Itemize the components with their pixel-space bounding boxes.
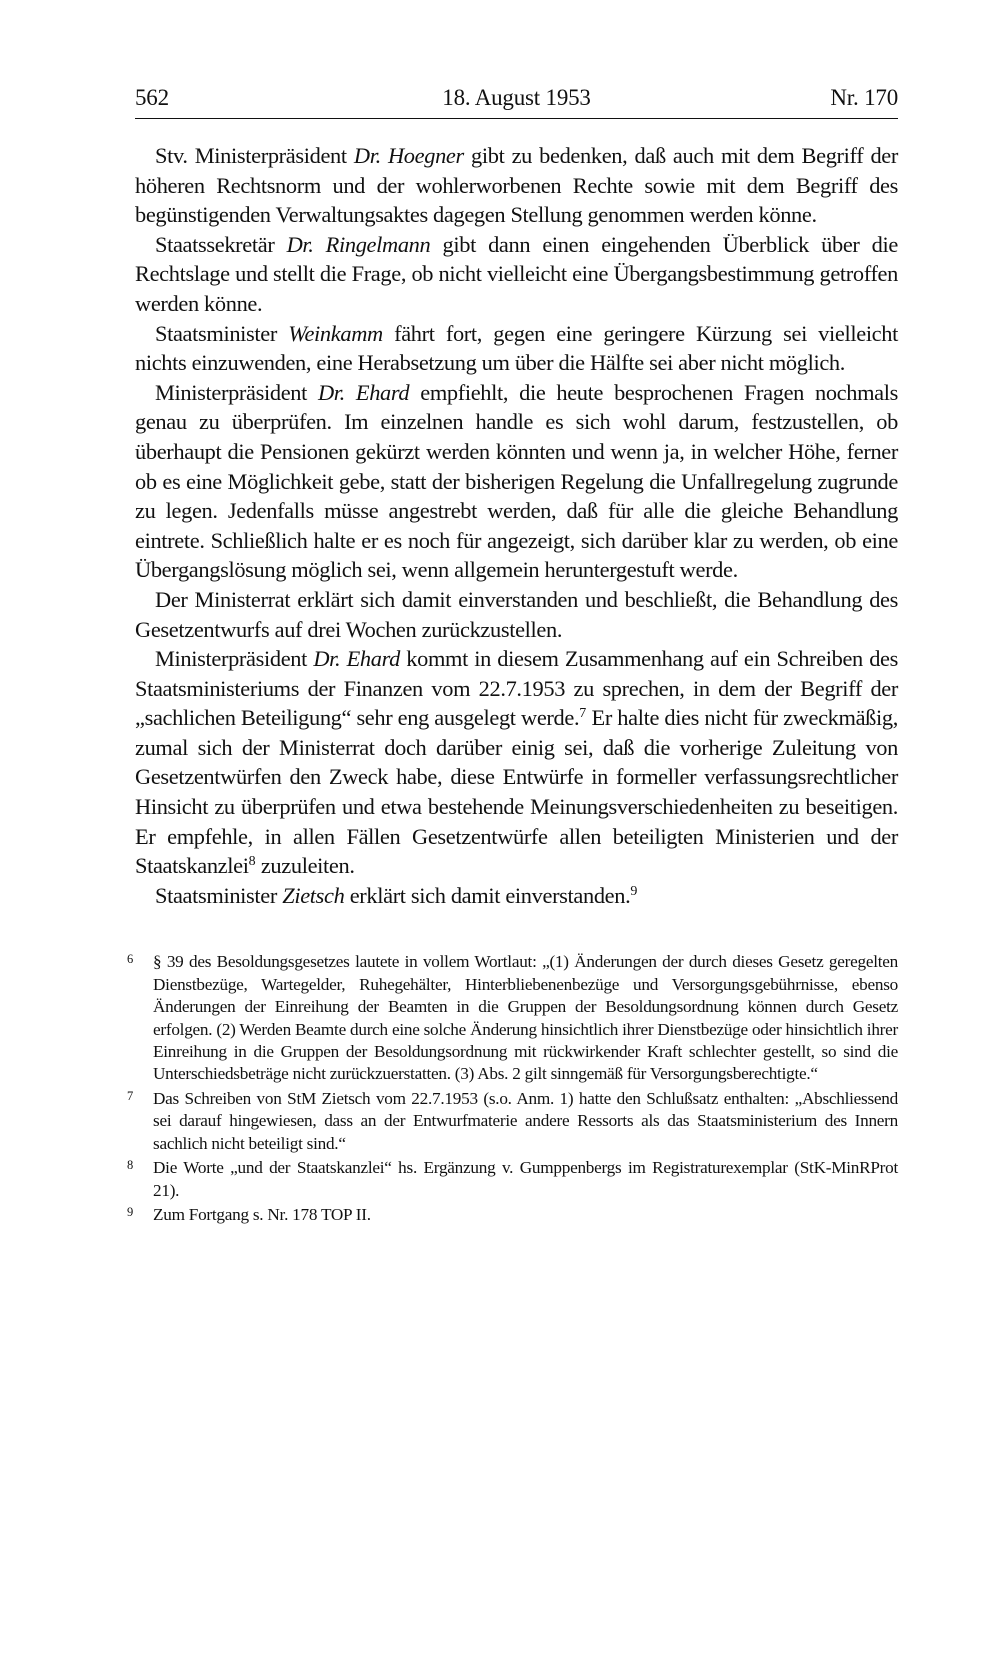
footnote-text: Zum Fortgang s. Nr. 178 TOP II. — [153, 1204, 371, 1224]
body-text — [135, 141, 898, 910]
paragraph-text: empfiehlt, die heute besprochenen Fragen nochmals genau zu überprüfen. Im einzelnen handle es sich wohl darum, festzustellen, ob überhaupt die Pensionen gekürzt werden könnten und wenn ja, in welcher Höhe, ferner ob es eine Möglichkeit gebe, statt der bisherigen Regelung die Unfallregelung zugrunde zu legen. Jedenfalls müsse angestrebt werden, daß für alle die gleiche Behandlung eintrete. Schließlich halte er es noch für angezeigt, sich darüber klar zu werden, ob eine Übergangslösung möglich sei, wenn allgemein heruntergestuft werde. — [135, 379, 898, 583]
paragraph-text: kommt in diesem Zusammenhang auf ein Schreiben des Staatsministeriums der Finanzen vom 22.7.1953 zu sprechen, in dem der Begriff der „sachlichen Beteiligung“ sehr eng ausgelegt werde. — [135, 646, 898, 731]
session-date: 18. August 1953 — [442, 85, 591, 110]
footnote-text: Das Schreiben von StM Zietsch vom 22.7.1953 (s.o. Anm. 1) hatte den Schlußsatz enthalten: „Abschliessend sei darauf hingewiesen, dass an der Entwurfmaterie andere Ressorts als das Staatsministerium des Innern sachlich nicht beteiligt sind.“ — [153, 1088, 898, 1153]
paragraph — [135, 881, 898, 911]
footnote-number: 9 — [127, 1204, 133, 1219]
paragraph-text: Ministerpräsident — [155, 379, 318, 405]
paragraph — [135, 141, 898, 230]
paragraph-text: Der Ministerrat erklärt sich damit einverstanden und beschließt, die Behandlung des Gesetzentwurfs auf drei Wochen zurückzustellen. — [135, 586, 898, 642]
running-head — [135, 78, 898, 119]
page-number: 562 — [135, 85, 169, 110]
footnote-reference[interactable]: 9 — [630, 883, 638, 899]
document-number: Nr. 170 — [830, 85, 898, 110]
paragraph — [135, 378, 898, 585]
paragraph-text: Staatsminister — [155, 320, 289, 346]
footnote-reference[interactable]: 7 — [579, 706, 587, 722]
document-page — [127, 78, 898, 1228]
paragraph-text: Stv. Ministerpräsident — [155, 143, 354, 168]
speaker-name: Dr. Ehard — [313, 646, 400, 672]
footnote-number: 7 — [127, 1088, 133, 1103]
paragraph — [135, 319, 898, 378]
footnote-number: 8 — [127, 1158, 133, 1173]
paragraph-text: gibt zu bedenken, daß auch mit dem Begriff der höheren Rechtsnorm und der wohlerworbenen Rechte sowie mit dem Begriff des begünstigenden Verwaltungsaktes dagegen Stellung genommen werden könne. — [135, 143, 898, 228]
paragraph-text: fährt fort, gegen eine geringere Kürzung sei vielleicht nichts einzuwenden, eine Herabsetzung um über die Hälfte sei aber nicht möglich. — [135, 320, 898, 376]
speaker-name: Dr. Hoegner — [353, 143, 464, 168]
footnote — [127, 951, 898, 1085]
footnote — [127, 1157, 898, 1202]
footnote — [127, 1088, 898, 1155]
footnote — [127, 1204, 898, 1226]
footnote-number: 6 — [127, 952, 133, 967]
footnote-text: Die Worte „und der Staatskanzlei“ hs. Ergänzung v. Gumppenbergs im Registraturexemplar (StK-MinRProt 21). — [153, 1158, 898, 1200]
footnote-reference[interactable]: 8 — [248, 854, 256, 870]
paragraph-text: erklärt sich damit einverstanden. — [344, 882, 631, 908]
paragraph-text: gibt dann einen eingehenden Überblick über die Rechtslage und stellt die Frage, ob nicht vielleicht eine Übergangsbestimmung getroffen werden könne. — [135, 231, 898, 316]
paragraph — [135, 230, 898, 319]
paragraph-text: Staatssekretär — [155, 231, 287, 257]
speaker-name: Dr. Ehard — [317, 379, 410, 405]
paragraph-text: Staatsminister — [155, 882, 283, 908]
paragraph — [135, 644, 898, 881]
paragraph-text: Er halte dies nicht für zweckmäßig, zumal sich der Ministerrat doch darüber einig sei, daß die vorherige Zuleitung von Gesetzentwürfen den Zweck habe, diese Entwürfe in formeller verfassungsrechtlicher Hinsicht zu überprüfen und etwa bestehende Meinungsverschiedenheiten zu beseitigen. Er empfehle, in allen Fällen Gesetzentwürfe allen beteiligten Ministerien und der Staatskanzlei — [135, 705, 898, 879]
speaker-name: Zietsch — [282, 882, 345, 908]
footnote-text: § 39 des Besoldungsgesetzes lautete in vollem Wortlaut: „(1) Änderungen der durch dieses Gesetz geregelten Dienstbezüge, Wartegelder, Ruhegehälter, Hinterbliebenenbezüge und Versorgungsgebührnisse, ebenso Änderungen der Einreihung der Beamten in die Gruppen der Besoldungsordnung können durch Gesetz erfolgen. (2) Werden Beamte durch eine solche Änderung hinsichtlich ihrer Dienstbezüge oder hinsichtlich ihrer Einreihung in die Gruppen der Besoldungsordnung mit rückwirkender Kraft schlechter gestellt, so sind die Unterschiedsbeträge nicht zurückzuerstatten. (3) Abs. 2 gilt sinngemäß für Versorgungsberechtigte.“ — [153, 952, 898, 1084]
speaker-name: Dr. Ringelmann — [286, 231, 431, 257]
paragraph-text: zuzuleiten. — [255, 853, 355, 879]
speaker-name: Weinkamm — [288, 320, 383, 346]
paragraph-text: Ministerpräsident — [155, 646, 314, 672]
paragraph — [135, 585, 898, 644]
footnotes — [127, 951, 898, 1226]
